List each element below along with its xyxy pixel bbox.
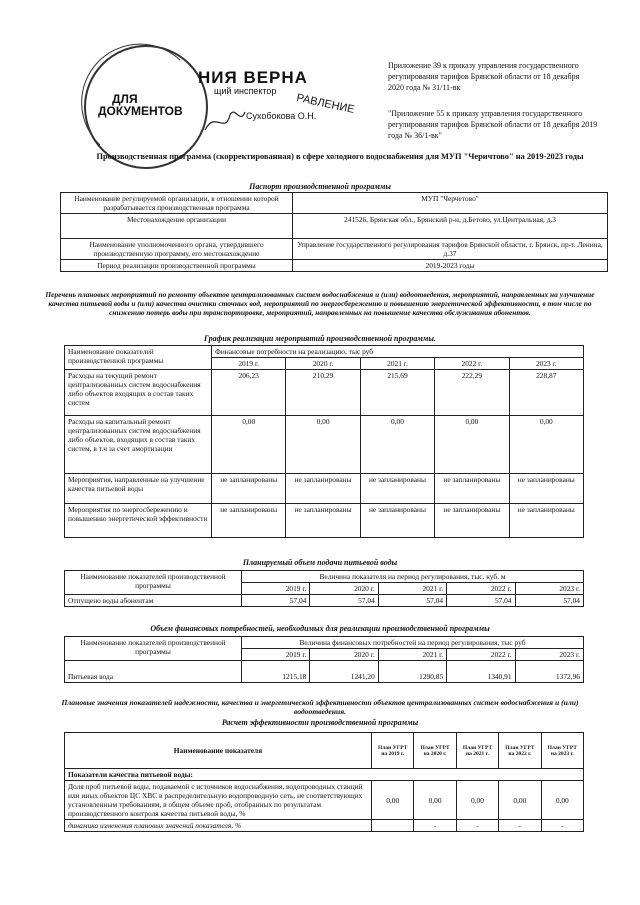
table-row: Доля проб питьевой воды, подаваемой с источников водоснабжения, водопроводных станций или иных объектов ЦС ХВС в распределительную водопроводную сеть, не соответствующих установленным требованиям, в общем объеме проб, отобранных по результатам производственного контроля качества питьевой воды, % 0,00 0,00 0,00 0,00 0,00	[65, 781, 584, 820]
table-row: Мероприятия по энергосбережению и повышению энергетической эффективности не запланированы не запланированы не запланированы не запланированы не запланированы	[65, 504, 584, 538]
efficiency-table: Наименование показателя План УГРТ на 2019 г. План УГРТ на 2020 г. План УГРТ на 2021 г. План УГРТ на 2022 г. План УГРТ на 2023 г. Показатели качества питьевой воды: Доля проб питьевой воды, подаваемой с источников водоснабжения, водопроводных станций или иных объектов ЦС ХВС в распределительную водопроводную сеть, не соответствующих установленным требованиям, в общем объеме проб, отобранных по результатам производственного контроля качества питьевой воды, % 0,00 0,00 0,00 0,00 0,00 динамика изменения плановых значений показателя, % - - - -	[64, 732, 584, 832]
table-row: Наименование уполномоченного органа, утвердившего производственную программу, его местонахождение Управление государственного регулирования тарифов Брянской области, г. Брянск, пр-т. Ленина, д.37	[61, 239, 608, 260]
supply-heading: Планируемый объем подачи питьевой воды	[242, 558, 398, 567]
header-note-2: "Приложение 55 к приказу управления государственного регулирования тарифов Брянской области от 18 декабря 2019 года № 36/1-вк"	[388, 109, 598, 140]
table-row: Расходы на текущий ремонт централизованных систем водоснабжения либо объектов входящих в состав таких систем 206,23 210,29 215,69 222,29 228,87	[65, 370, 584, 416]
stamp-for-docs-1: ДЛЯ	[112, 92, 138, 106]
stamp-signature-name: Сухобокова О.Н.	[246, 111, 317, 121]
table-row: Мероприятия, направленные на улучшение качества питьевой воды не запланированы не запланированы не запланированы не запланированы не запланированы	[65, 474, 584, 504]
efficiency-heading: Плановые значения показателей надежности, качества и энергетической эффективности объектов централизованных систем водоснабжения и (или) водоотведения.	[61, 698, 579, 716]
measures-heading: Перечень плановых мероприятий по ремонту объектов централизованных систем водоснабжения и (или) водоотведения, мероприятий, направленных на улучшение качества питьевой воды и (или) качества очистки сточных вод, мероприятий по энергосбережению и повышению энергетической эффективности, в том числе по снижению потерь воды при транспортировке, мероприятий, направленных на повышение качества обслуживания абонентов.	[45, 290, 595, 317]
table-row: Отпущено воды абонентам 57,04 57,04 57,04 57,04 57,04	[65, 595, 584, 607]
table-row: Расходы на капитальный ремонт централизованных систем водоснабжения либо объектов, входящих в состав таких систем, в т.ч за счет амортизации 0,00 0,00 0,00 0,00 0,00	[65, 416, 584, 474]
stamp-upravlenie: РАВЛЕНИЕ	[295, 92, 356, 116]
table-row: Период реализации производственной программы 2019-2023 годы	[61, 260, 608, 272]
supply-table: Наименование показателей производственной программы Величина показателя на период регулирования, тыс. куб. м 2019 г. 2020 г. 2021 г. 2022 г. 2023 г. Отпущено воды абонентам 57,04 57,04 57,04 57,04 57,04	[64, 570, 584, 607]
table-row: Питьевая вода 1215,18 1241,20 1290,85 1340,91 1372,96	[65, 661, 584, 683]
finance-heading: Объем финансовых потребностей, необходимых для реализации производственной программы	[150, 624, 490, 633]
measures-subheading: График реализации мероприятий производственной программы.	[204, 334, 436, 343]
efficiency-subheading: Расчет эффективности производственной программы	[221, 718, 419, 727]
stamp-copy-correct: НИЯ ВЕРНА	[198, 68, 308, 87]
document-title: Производственная программа (скорректированная) в сфере холодного водоснабжения для МУП "Черичтово" на 2019-2023 годы	[96, 152, 584, 161]
passport-heading: Паспорт производственной программы	[249, 182, 391, 191]
table-row: Наименование регулируемой организации, в отношении которой разрабатывается производственная программа МУП "Черчетово"	[61, 193, 608, 214]
stamp-for-docs-2: ДОКУМЕНТОВ	[98, 104, 183, 118]
header-note-1: Приложение 39 к приказу управления государственного регулирования тарифов Брянской области от 18 декабря 2020 года № 31/11-вк	[388, 61, 580, 92]
table-row: динамика изменения плановых значений показателя, % - - - -	[65, 820, 584, 832]
signature	[200, 100, 250, 140]
stamp-inspector: щий инспектор	[214, 86, 277, 96]
table-row: Местонахождение организации 241526, Брянская обл., Брянский р-н, д.Бетово, ул.Центральная, д.3	[61, 214, 608, 239]
finance-table: Наименование показателей производственной программы Величина финансовых потребностей на период регулирования, тыс руб 2019 г. 2020 г. 2021 г. 2022 г. 2023 г. Питьевая вода 1215,18 1241,20 1290,85 1340,91 1372,96	[64, 636, 584, 683]
efficiency-section: Показатели качества питьевой воды:	[65, 769, 584, 781]
measures-table: Наименование показателей производственной программы Финансовые потребности на реализацию, тыс руб 2019 г. 2020 г. 2021 г. 2022 г. 2023 г. Расходы на текущий ремонт централизованных систем водоснабжения либо объектов входящих в состав таких систем 206,23 210,29 215,69 222,29 228,87 Расходы на капитальный ремонт централизованных систем водоснабжения либо объектов, входящих в состав таких систем, в т.ч за счет амортизации 0,00 0,00 0,00 0,00 0,00 Мероприятия, направленные на улучшение качества питьевой воды не запланированы не запланированы не запланированы не запланированы не запланированы Мероприятия по энергосбережению и повышению энергетической эффективности не запланированы не запланированы не запланированы не запланированы не запланированы	[64, 345, 584, 538]
passport-table	[60, 192, 608, 272]
